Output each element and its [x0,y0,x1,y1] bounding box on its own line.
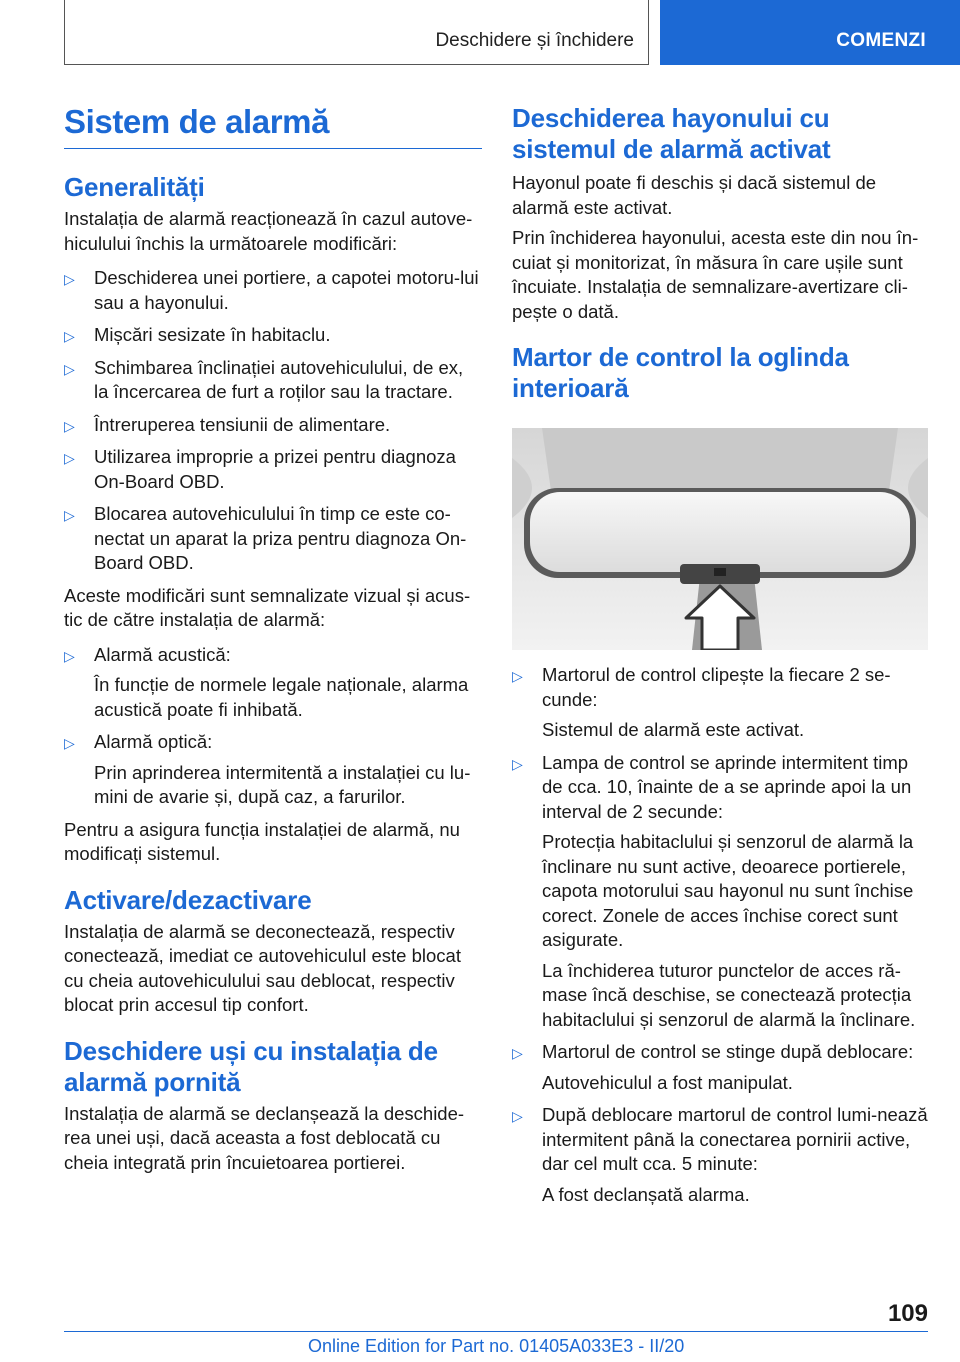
list-item: ▷ Lampa de control se aprinde intermitent timp de cca. 10, înainte de a se aprinde apoi la un interval de 2 secunde: Protecția habitaclului și senzorul de alarmă la înclinare nu sunt active, deoarece portierele, capota motorului sau hayonul nu sunt închise corect. Zonele de acces închise corect sunt asigurate. La închiderea tuturor punctelor de acces ră-mase încă deschise, se conectează protecția habitaclului și senzorul de alarmă la înclinare. [512,751,916,1030]
list-item: ▷ Martorul de control clipește la fiecare 2 se-cunde: Sistemul de alarmă este activat. [512,664,891,740]
chapter-title: Deschidere și închidere [435,30,634,51]
title-divider [64,148,482,149]
alarm-types-list [64,643,482,810]
list-item: ▷ Martorul de control se stinge după deblocare: Autovehiculul a fost manipulat. [512,1041,914,1093]
section-label: COMENZI [836,30,926,51]
heading-martor: Martor de control la oglinda interioară [512,342,849,403]
do-not-modify-note: Pentru a asigura funcția instalației de alarmă, nu modificați sistemul. [64,818,460,864]
triangle-bullet-icon: ▷ [64,507,75,523]
indicator-list [512,663,928,1207]
page-number: 109 [887,1300,928,1327]
page-title: Sistem de alarmă [64,103,330,140]
triangle-bullet-icon: ▷ [64,271,75,287]
left-column [64,172,482,1181]
rearview-mirror-image [512,428,928,650]
generalitati-intro: Instalația de alarmă reacționează în cazul autove-hiculului închis la următoarele modificări: [64,208,473,254]
list-item: ▷ După deblocare martorul de control lumi-nează intermitent până la conectarea pornirii active, dar cel mult cca. 5 minute: A fost declanșată alarma. [512,1104,928,1205]
triangle-bullet-icon: ▷ [512,668,523,684]
right-column [512,103,928,404]
list-item: ▷ Utilizarea improprie a prizei pentru diagnoza On-Board OBD. [64,446,456,492]
deschidere-usi-text: Instalația de alarmă se declanșează la deschide-rea unei uși, dacă aceasta a fost deblocată cu cheia integrată prin încuietoarea portierei. [64,1102,465,1173]
indicator-list-column [512,663,928,1215]
triangle-bullet-icon: ▷ [512,1108,523,1124]
list-item: ▷ Mișcări sesizate în habitaclu. [64,323,482,348]
hayon-text-1: Hayonul poate fi deschis și dacă sistemul de alarmă este activat. [512,172,877,218]
triangle-bullet-icon: ▷ [64,647,75,664]
list-item: ▷ Deschiderea unei portiere, a capotei motoru-lui sau a hayonului. [64,267,479,313]
header-section-tab[interactable] [660,0,960,65]
triangle-bullet-icon: ▷ [64,450,75,466]
edition-text: Online Edition for Part no. 01405A033E3 - II/20 [308,1336,685,1356]
list-item: ▷ Alarmă acustică: În funcție de normele legale naționale, alarma acustică poate fi inhibată. [64,643,469,720]
triangle-bullet-icon: ▷ [64,417,75,434]
heading-hayon: Deschiderea hayonului cu sistemul de alarmă activat [512,103,831,164]
header-chapter-box [64,0,649,65]
triangle-bullet-icon: ▷ [512,1045,523,1061]
modifications-list [64,266,482,576]
triangle-bullet-icon: ▷ [64,360,75,377]
activare-text: Instalația de alarmă se deconectează, respectiv conectează, imediat ce autovehiculul este blocat cu cheia autovehiculului sau deblocat, respectiv blocat prin accesul tip confort. [64,920,461,1015]
footer-divider [64,1331,928,1332]
hayon-text-2: Prin închiderea hayonului, acesta este din nou în-cuiat și monitorizat, în măsura în care ușile sunt încuiate. Instalația de semnalizare-avertizare cli-pește o dată. [512,227,919,322]
list-item: ▷ Întreruperea tensiunii de alimentare. [64,413,482,438]
triangle-bullet-icon: ▷ [64,328,75,344]
mirror-illustration [512,428,928,650]
list-item: ▷ Schimbarea înclinației autovehiculului, de ex, la încercarea de furt a roților sau la tractare. [64,356,464,402]
triangle-bullet-icon: ▷ [64,735,75,751]
list-item: ▷ Alarmă optică: Prin aprinderea intermitentă a instalației cu lu-mini de avarie și, după caz, a farurilor. [64,731,471,807]
heading-deschidere-usi: Deschidere uși cu instalația de alarmă pornită [64,1035,438,1097]
triangle-bullet-icon: ▷ [512,755,523,772]
list-item: ▷ Blocarea autovehiculului în timp ce este co-nectat un aparat la priza pentru diagnoza On-Board OBD. [64,503,467,573]
heading-activare: Activare/dezactivare [64,884,312,915]
signals-intro: Aceste modificări sunt semnalizate vizual și acus-tic de către instalația de alarmă: [64,584,471,630]
heading-generalitati: Generalități [64,172,205,202]
